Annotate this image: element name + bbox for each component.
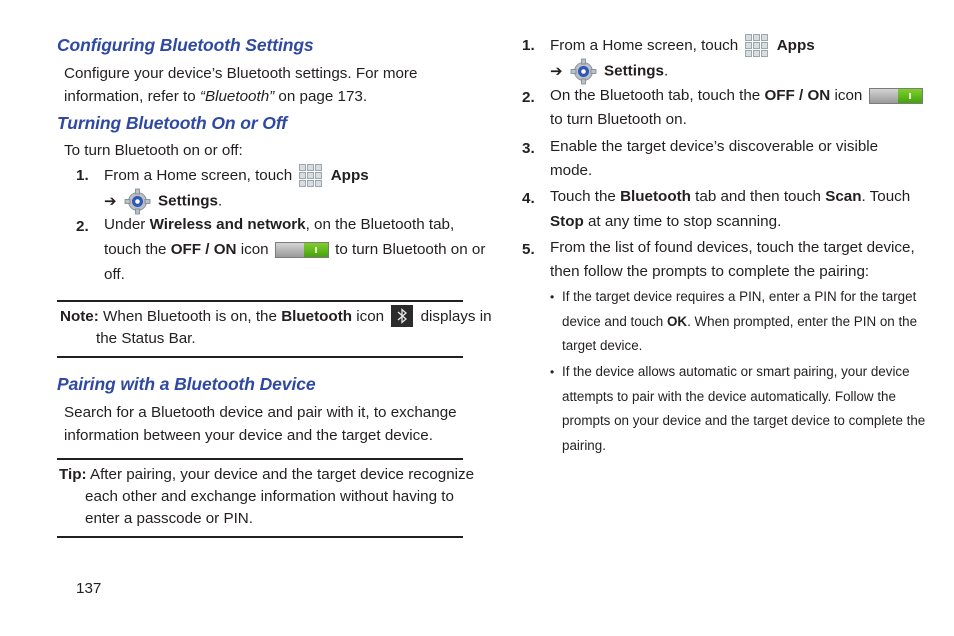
right-step4-a: Touch the bbox=[550, 188, 621, 205]
right-step5-number: 5. bbox=[522, 241, 535, 258]
apps-grid-icon bbox=[744, 33, 770, 59]
left-step2-number: 2. bbox=[76, 218, 89, 235]
heading-pairing-bluetooth: Pairing with a Bluetooth Device bbox=[57, 374, 316, 394]
right-step4-line1 bbox=[550, 186, 910, 209]
bullet1-line2a: device and touch bbox=[562, 313, 667, 329]
note-bluetooth: Bluetooth bbox=[281, 308, 353, 326]
left-step2-line3: off. bbox=[104, 266, 125, 283]
configuring-line2-suffix: on page 173. bbox=[274, 87, 368, 105]
left-step1-period: . bbox=[217, 192, 223, 210]
right-step1-apps: Apps bbox=[776, 37, 815, 55]
right-step1-period: . bbox=[663, 62, 669, 80]
bullet2-line2: attempts to pair with the device automatically. Follow the bbox=[562, 388, 896, 404]
note-line1 bbox=[60, 306, 492, 329]
right-step4-b: tab and then touch bbox=[690, 188, 826, 205]
bullet2-line1: If the device allows automatic or smart pairing, your device bbox=[562, 364, 910, 379]
toggle-switch-icon bbox=[275, 242, 329, 258]
tip-label: Tip: bbox=[59, 466, 87, 483]
right-step2-line2: to turn Bluetooth on. bbox=[550, 111, 687, 128]
heading-turning-bluetooth: Turning Bluetooth On or Off bbox=[57, 113, 287, 133]
right-step2-offon: OFF / ON bbox=[764, 87, 831, 104]
bullet1-line2b: . When prompted, enter the PIN on the bbox=[687, 313, 918, 329]
bullet-marker: • bbox=[550, 290, 555, 304]
heading-configuring-bluetooth: Configuring Bluetooth Settings bbox=[57, 35, 314, 55]
right-step4-scan: Scan bbox=[825, 188, 862, 205]
note-line2: the Status Bar. bbox=[96, 330, 196, 347]
tip-text1: After pairing, your device and the target device recognize bbox=[86, 466, 475, 483]
left-step1-text: From a Home screen, touch bbox=[104, 167, 293, 185]
tip-top-divider bbox=[57, 458, 463, 460]
left-step1-line2 bbox=[104, 188, 222, 215]
bullet1-line3: target device. bbox=[562, 338, 643, 353]
configuring-line1: Configure your device’s Bluetooth settings. For more bbox=[64, 65, 418, 82]
turning-intro: To turn Bluetooth on or off: bbox=[64, 142, 243, 159]
note-text2: icon bbox=[352, 308, 385, 326]
left-step2-line1 bbox=[104, 214, 454, 237]
left-step2-offon: OFF / ON bbox=[170, 241, 237, 258]
right-step1-text: From a Home screen, touch bbox=[550, 37, 739, 55]
right-step4-stop: Stop bbox=[550, 213, 584, 230]
left-step1-line1 bbox=[104, 163, 369, 189]
right-step3-number: 3. bbox=[522, 140, 535, 157]
right-step4-line2 bbox=[550, 211, 781, 234]
left-step2-rest1: , on the Bluetooth tab, bbox=[305, 216, 455, 233]
right-step2-line1 bbox=[550, 85, 925, 108]
note-text1: When Bluetooth is on, the bbox=[98, 308, 282, 326]
arrow-right-icon: ➔ bbox=[104, 192, 117, 210]
configuring-paragraph bbox=[64, 63, 417, 108]
right-step4-c: . Touch bbox=[861, 188, 911, 205]
right-step4-bluetooth: Bluetooth bbox=[620, 188, 691, 205]
note-label: Note: bbox=[60, 308, 99, 326]
left-step2-wireless: Wireless and network bbox=[149, 216, 306, 233]
tip-line3: enter a passcode or PIN. bbox=[85, 510, 253, 527]
note-top-divider bbox=[57, 300, 463, 302]
left-step2-touch-the: touch the bbox=[104, 241, 171, 258]
bullet-marker: • bbox=[550, 365, 555, 379]
left-step2-icon-word: icon bbox=[236, 241, 269, 258]
tip-line2: each other and exchange information without having to bbox=[85, 488, 454, 505]
right-step1-number: 1. bbox=[522, 37, 535, 54]
left-step2-line2 bbox=[104, 239, 485, 262]
bullet2-line4: pairing. bbox=[562, 437, 606, 453]
right-step2-icon-word: icon bbox=[830, 87, 863, 104]
bullet2-text bbox=[562, 360, 925, 458]
bluetooth-icon bbox=[391, 305, 413, 327]
left-step1-settings: Settings bbox=[158, 192, 218, 210]
bullet1-ok: OK bbox=[666, 313, 688, 329]
apps-grid-icon bbox=[298, 163, 324, 189]
pairing-paragraph bbox=[64, 402, 457, 447]
right-step3-line1: Enable the target device’s discoverable or visible bbox=[550, 138, 879, 155]
right-step3-line2: mode. bbox=[550, 162, 593, 179]
pairing-line1: Search for a Bluetooth device and pair with it, to exchange bbox=[64, 404, 457, 421]
settings-gear-icon bbox=[570, 58, 597, 85]
right-step5-line1: From the list of found devices, touch the target device, bbox=[550, 239, 915, 256]
tip-bottom-divider bbox=[57, 536, 463, 538]
toggle-switch-icon bbox=[869, 88, 923, 104]
bullet2-line3: prompts on your device and the target device to complete the bbox=[562, 413, 926, 428]
right-step1-settings: Settings bbox=[604, 62, 664, 80]
bluetooth-reference-link[interactable]: “Bluetooth” bbox=[199, 87, 275, 105]
note-bottom-divider bbox=[57, 356, 463, 358]
right-step2-number: 2. bbox=[522, 89, 535, 106]
right-step5-line2: then follow the prompts to complete the pairing: bbox=[550, 263, 870, 280]
bullet1-line1: If the target device requires a PIN, enter a PIN for the target bbox=[562, 289, 917, 304]
right-step4-d: at any time to stop scanning. bbox=[583, 213, 782, 230]
configuring-line2-prefix: information, refer to bbox=[64, 87, 200, 105]
right-step1-line2 bbox=[550, 58, 668, 85]
tip-line1 bbox=[59, 464, 474, 487]
left-step1-number: 1. bbox=[76, 167, 89, 184]
bullet1-text bbox=[562, 285, 917, 359]
note-text3: displays in bbox=[420, 308, 492, 326]
pairing-line2: information between your device and the target device. bbox=[64, 426, 433, 444]
left-step2-under: Under bbox=[104, 216, 150, 233]
left-step2-rest2: to turn Bluetooth on or bbox=[335, 241, 486, 258]
settings-gear-icon bbox=[124, 188, 151, 215]
page-number: 137 bbox=[76, 580, 102, 597]
right-step4-number: 4. bbox=[522, 190, 535, 207]
arrow-right-icon: ➔ bbox=[550, 62, 563, 80]
right-step1-line1 bbox=[550, 33, 815, 59]
left-step1-apps: Apps bbox=[330, 167, 369, 185]
right-step2-text: On the Bluetooth tab, touch the bbox=[550, 87, 765, 104]
